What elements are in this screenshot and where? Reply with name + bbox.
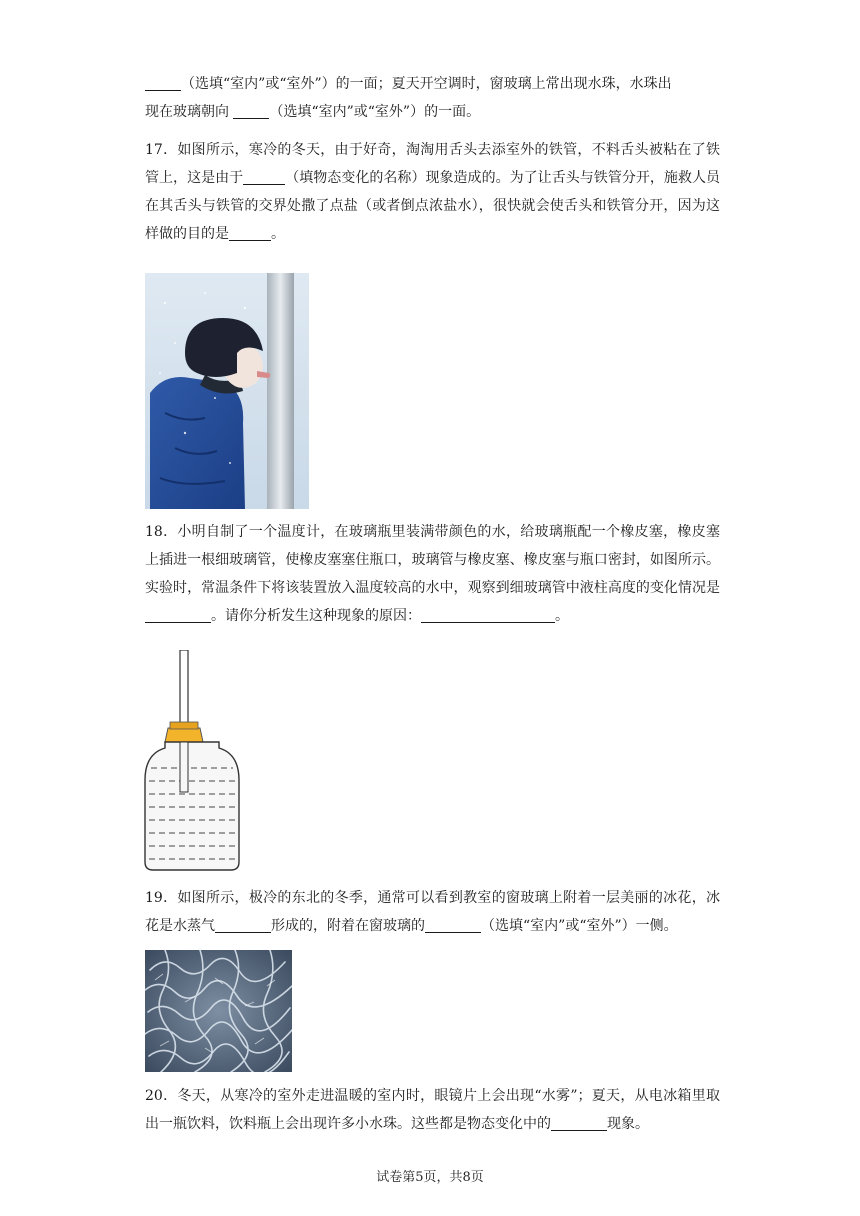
answer-blank[interactable] xyxy=(229,224,271,241)
answer-blank[interactable] xyxy=(421,606,555,623)
question-18: 18．小明自制了一个温度计，在玻璃瓶里装满带颜色的水，给玻璃瓶配一个橡皮塞，橡皮塞上插进一根细玻璃管，使橡皮塞塞住瓶口，玻璃管与橡皮塞、橡皮塞与瓶口密封，如图所示。实验时，常温条件下将该装置放入温度较高的水中，观察到细玻璃管中液柱高度的变化情况是。请你分析发生这种现象的原因： 。 xyxy=(145,524,720,624)
question-20: 20．冬天，从寒冷的室外走进温暖的室内时，眼镜片上会出现“水雾”；夏天，从电冰箱里取出一瓶饮料，饮料瓶上会出现许多小水珠。这些都是物态变化中的 现象。 xyxy=(145,1088,720,1132)
answer-blank[interactable] xyxy=(145,74,181,91)
page-footer: 试卷第5页，共8页 xyxy=(376,1170,484,1185)
question-number: 18． xyxy=(145,524,178,540)
answer-blank[interactable] xyxy=(551,1114,607,1131)
question-number: 19． xyxy=(145,890,178,906)
question-number: 17． xyxy=(145,142,178,158)
answer-blank[interactable] xyxy=(145,606,211,623)
question-number: 20． xyxy=(145,1088,178,1104)
window-frost-image xyxy=(145,950,292,1072)
question-19: 19．如图所示，极冷的东北的冬季，通常可以看到教室的窗玻璃上附着一层美丽的冰花，冰花是水蒸气 形成的，附着在窗玻璃的 （选填“室内”或“室外”）一侧。 xyxy=(145,890,720,934)
question-17: 17．如图所示，寒冷的冬天，由于好奇，淘淘用舌头去添室外的铁管，不料舌头被粘在了铁管上，这是由于 （填物态变化的名称）现象造成的。为了让舌头与铁管分开，施救人员在其舌头与铁管的交界处撒了点盐（或者倒点浓盐水），很快就会使舌头和铁管分开，因为这样做的目的是 。 xyxy=(145,142,721,242)
answer-blank[interactable] xyxy=(425,916,481,933)
bottle-thermometer-diagram xyxy=(143,650,241,872)
child-licking-pole-image xyxy=(145,273,309,509)
question-16-tail: （选填“室内”或“室外”）的一面；夏天开空调时，窗玻璃上常出现水珠，水珠出 现在玻璃朝向 （选填“室内”或“室外”）的一面。 xyxy=(145,76,672,120)
answer-blank[interactable] xyxy=(233,102,269,119)
answer-blank[interactable] xyxy=(215,916,271,933)
answer-blank[interactable] xyxy=(243,168,285,185)
